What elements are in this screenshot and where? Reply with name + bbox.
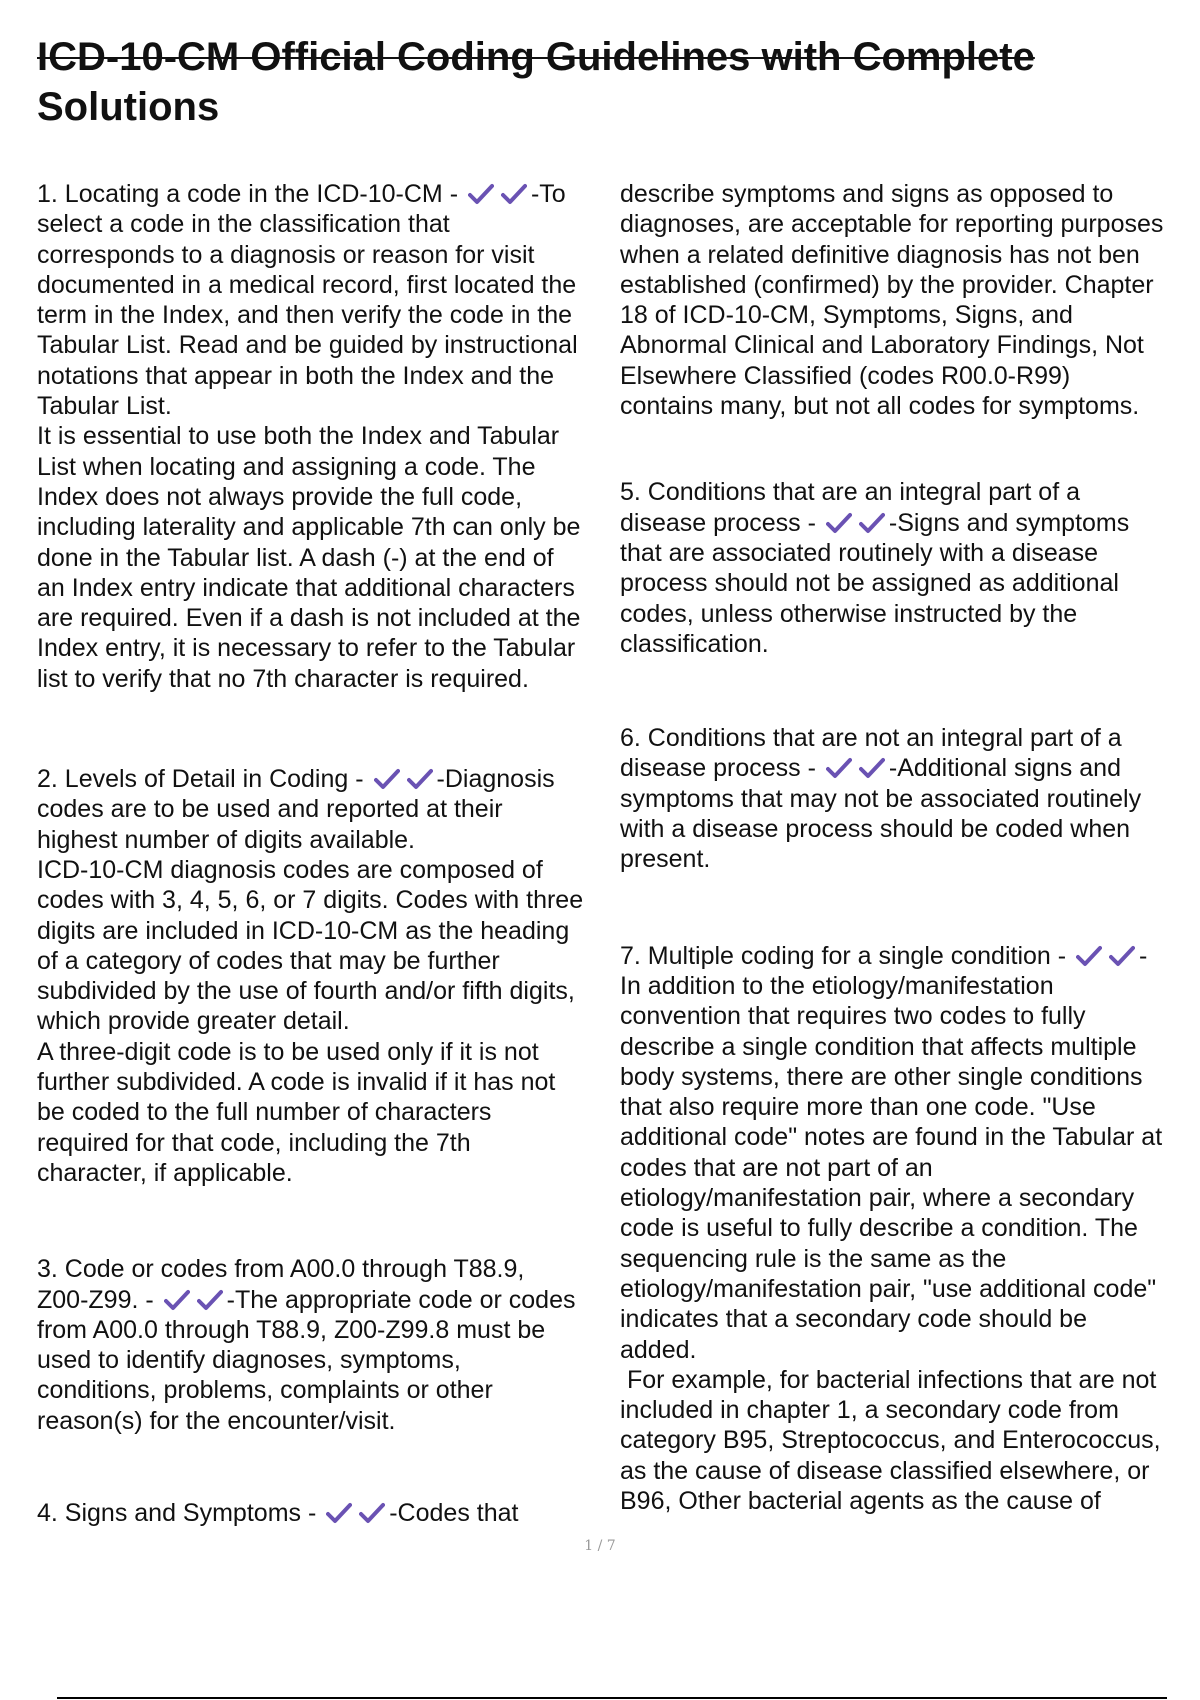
section-3 — [37, 1254, 612, 1436]
text-line: with a disease process should be coded when — [620, 815, 1131, 844]
text-line: reason(s) for the encounter/visit. — [37, 1406, 396, 1435]
text-line: established (confirmed) by the provider. Chapter — [620, 270, 1154, 299]
text-line: indicates that a secondary code should be — [620, 1305, 1087, 1334]
checkmark-icon — [468, 183, 494, 205]
text-line: codes with 3, 4, 5, 6, or 7 digits. Codes with three — [37, 886, 584, 915]
text-line: 3. Code or codes from A00.0 through T88.9, — [37, 1255, 525, 1284]
section-gap — [37, 1188, 612, 1254]
text-line: of a category of codes that may be further — [37, 946, 500, 975]
text-line: be coded to the full number of characters — [37, 1098, 492, 1127]
text-line: symptoms that may not be associated routinely — [620, 784, 1142, 813]
section-4-continued — [620, 179, 1195, 421]
text-line: Elsewhere Classified (codes R00.0-R99) — [620, 361, 1071, 390]
text-line: List when locating and assigning a code. The — [37, 452, 536, 481]
text-line: Abnormal Clinical and Laboratory Findings, Not — [620, 331, 1144, 360]
text-line: done in the Tabular list. A dash (-) at the end of — [37, 543, 554, 572]
text-line: disease process - -Additional signs and — [620, 754, 1121, 783]
checkmark-icon — [407, 768, 433, 790]
text-line: code is useful to fully describe a condition. The — [620, 1214, 1138, 1243]
text-line: added. — [620, 1335, 697, 1364]
text-line: 5. Conditions that are an integral part of a — [620, 478, 1081, 507]
document-title — [37, 32, 1167, 132]
text-line: codes that are not part of an — [620, 1153, 933, 1182]
checkmark-icon — [359, 1502, 385, 1524]
checkmark-icon — [826, 757, 852, 779]
text-line: present. — [620, 845, 711, 874]
text-line: are required. Even if a dash is not included at the — [37, 604, 581, 633]
title-line-1: ICD-10-CM Official Coding Guidelines with Complete — [37, 35, 1035, 79]
bottom-rule — [57, 1697, 1167, 1699]
text-line: etiology/manifestation pair, where a secondary — [620, 1184, 1135, 1213]
text-line: Index does not always provide the full code, — [37, 482, 523, 511]
section-gap — [37, 1436, 612, 1498]
text-line: 1. Locating a code in the ICD-10-CM - -To — [37, 180, 566, 208]
text-line: digits are included in ICD-10-CM as the heading — [37, 916, 570, 945]
text-line: diagnoses, are acceptable for reporting purposes — [620, 210, 1164, 239]
right-column — [620, 179, 1195, 1516]
text-line: process should not be assigned as additional — [620, 569, 1119, 598]
section-gap — [620, 421, 1195, 477]
text-line: included in chapter 1, a secondary code from — [620, 1396, 1119, 1425]
checkmark-icon — [197, 1289, 223, 1311]
checkmark-icon — [374, 768, 400, 790]
section-2 — [37, 764, 612, 1188]
text-line: body systems, there are other single conditions — [620, 1062, 1143, 1091]
text-line: B96, Other bacterial agents as the cause of — [620, 1486, 1101, 1515]
text-line: from A00.0 through T88.9, Z00-Z99.8 must be — [37, 1315, 546, 1344]
text-line: codes, unless otherwise instructed by the — [620, 599, 1078, 628]
text-line: character, if applicable. — [37, 1158, 293, 1187]
text-line: convention that requires two codes to fully — [620, 1002, 1086, 1031]
text-line: required for that code, including the 7th — [37, 1128, 471, 1157]
section-5 — [620, 477, 1195, 659]
section-4 — [37, 1498, 612, 1528]
section-7 — [620, 941, 1195, 1517]
text-line: category B95, Streptococcus, and Enterococcus, — [620, 1426, 1161, 1455]
left-column — [37, 179, 612, 1528]
text-line: that also require more than one code. "Use — [620, 1093, 1096, 1122]
text-line: term in the Index, and then verify the code in the — [37, 301, 573, 330]
section-1 — [37, 179, 612, 694]
text-line: that are associated routinely with a disease — [620, 538, 1099, 567]
checkmark-icon — [859, 757, 885, 779]
text-line: describe a single condition that affects multiple — [620, 1032, 1137, 1061]
text-line: describe symptoms and signs as opposed to — [620, 180, 1114, 208]
text-line: further subdivided. A code is invalid if it has not — [37, 1068, 556, 1097]
text-line: conditions, problems, complaints or other — [37, 1376, 493, 1405]
text-line: contains many, but not all codes for symptoms. — [620, 392, 1140, 421]
text-line: additional code" notes are found in the Tabular at — [620, 1123, 1163, 1152]
text-line: including laterality and applicable 7th can only be — [37, 513, 581, 542]
section-6 — [620, 723, 1195, 874]
text-line: used to identify diagnoses, symptoms, — [37, 1346, 461, 1375]
text-line: A three-digit code is to be used only if it is not — [37, 1037, 539, 1066]
text-line: 4. Signs and Symptoms - -Codes that — [37, 1498, 519, 1527]
text-line: 18 of ICD-10-CM, Symptoms, Signs, and — [620, 301, 1073, 330]
text-line: 6. Conditions that are not an integral part of a — [620, 724, 1122, 753]
text-line: subdivided by the use of fourth and/or fifth digits, — [37, 977, 575, 1006]
text-line: classification. — [620, 629, 769, 658]
text-line: 7. Multiple coding for a single condition - - — [620, 941, 1148, 970]
text-line: Tabular List. Read and be guided by instructional — [37, 331, 578, 360]
text-line: select a code in the classification that — [37, 210, 450, 239]
text-line: which provide greater detail. — [37, 1007, 350, 1036]
text-line: corresponds to a diagnosis or reason for visit — [37, 240, 535, 269]
checkmark-icon — [826, 512, 852, 534]
checkmark-icon — [1109, 945, 1135, 967]
section-gap — [620, 875, 1195, 941]
section-gap — [37, 694, 612, 764]
text-line: codes are to be used and reported at their — [37, 795, 503, 824]
text-line: when a related definitive diagnosis has not ben — [620, 240, 1140, 269]
text-line: as the cause of disease classified elsewhere, or — [620, 1456, 1150, 1485]
text-line: In addition to the etiology/manifestation — [620, 971, 1054, 1000]
text-line: Index entry, it is necessary to refer to the Tabular — [37, 634, 576, 663]
text-line: documented in a medical record, first located the — [37, 270, 577, 299]
text-line: notations that appear in both the Index and the — [37, 361, 555, 390]
checkmark-icon — [1076, 945, 1102, 967]
section-gap — [620, 659, 1195, 723]
text-line: disease process - -Signs and symptoms — [620, 508, 1130, 537]
checkmark-icon — [859, 512, 885, 534]
page-number: 1 / 7 — [584, 1538, 616, 1554]
title-line-2: Solutions — [37, 85, 220, 129]
text-line: an Index entry indicate that additional characters — [37, 573, 575, 602]
text-line: etiology/manifestation pair, "use additional code" — [620, 1274, 1157, 1303]
checkmark-icon — [501, 183, 527, 205]
text-line: 2. Levels of Detail in Coding - -Diagnosis — [37, 765, 555, 794]
text-line: Z00-Z99. - -The appropriate code or codes — [37, 1285, 576, 1314]
text-line: highest number of digits available. — [37, 825, 416, 854]
checkmark-icon — [326, 1502, 352, 1524]
text-line: ICD-10-CM diagnosis codes are composed of — [37, 855, 543, 884]
text-line: Tabular List. — [37, 392, 172, 421]
text-line: For example, for bacterial infections that are not — [620, 1365, 1157, 1394]
text-line: It is essential to use both the Index and Tabular — [37, 422, 560, 451]
text-line: list to verify that no 7th character is required. — [37, 664, 529, 693]
checkmark-icon — [164, 1289, 190, 1311]
text-line: sequencing rule is the same as the — [620, 1244, 1007, 1273]
